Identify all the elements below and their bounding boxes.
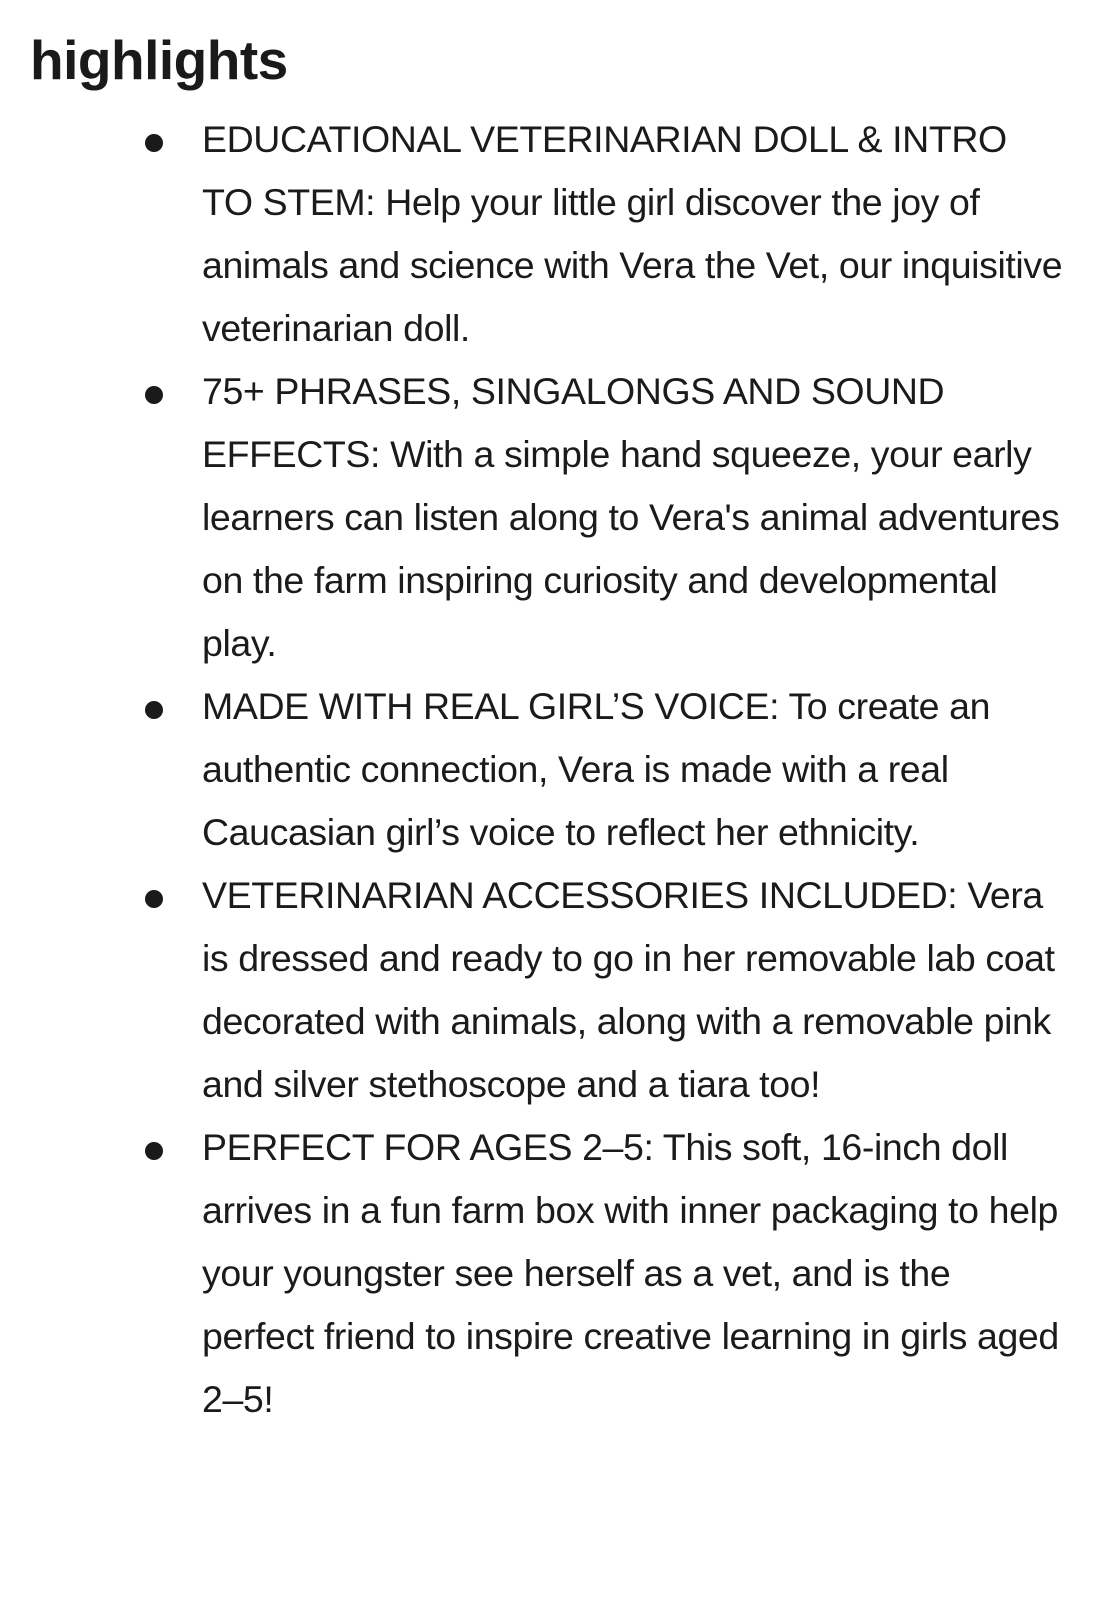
highlight-text: VETERINARIAN ACCESSORIES INCLUDED: Vera is dressed and ready to go in her removable lab coat decorated with animals, along with a removable pink and silver stethoscope and a tiara too! bbox=[202, 874, 1055, 1105]
bullet-dot-icon bbox=[145, 1142, 163, 1160]
highlight-text: 75+ PHRASES, SINGALONGS AND SOUND EFFECTS: With a simple hand squeeze, your early learners can listen along to Vera's animal adventures on the farm inspiring curiosity and developmental play. bbox=[202, 370, 1060, 664]
bullet-dot-icon bbox=[145, 890, 163, 908]
bullet-dot-icon bbox=[145, 386, 163, 404]
bullet-dot-icon bbox=[145, 134, 163, 152]
section-heading: highlights bbox=[30, 29, 288, 91]
list-item bbox=[145, 864, 1065, 1116]
list-item bbox=[145, 360, 1065, 675]
highlight-text: MADE WITH REAL GIRL’S VOICE: To create an authentic connection, Vera is made with a real Caucasian girl’s voice to reflect her ethnicity. bbox=[202, 685, 991, 853]
highlights-list bbox=[145, 108, 1065, 1431]
highlight-text: EDUCATIONAL VETERINARIAN DOLL & INTRO TO STEM: Help your little girl discover the joy of animals and science with Vera the Vet, our inquisitive veterinarian doll. bbox=[202, 118, 1063, 349]
list-item bbox=[145, 675, 1065, 864]
bullet-dot-icon bbox=[145, 701, 163, 719]
list-item bbox=[145, 1116, 1065, 1431]
list-item bbox=[145, 108, 1065, 360]
highlight-text: PERFECT FOR AGES 2–5: This soft, 16-inch doll arrives in a fun farm box with inner packaging to help your youngster see herself as a vet, and is the perfect friend to inspire creative learning in girls aged 2–5! bbox=[202, 1126, 1059, 1420]
